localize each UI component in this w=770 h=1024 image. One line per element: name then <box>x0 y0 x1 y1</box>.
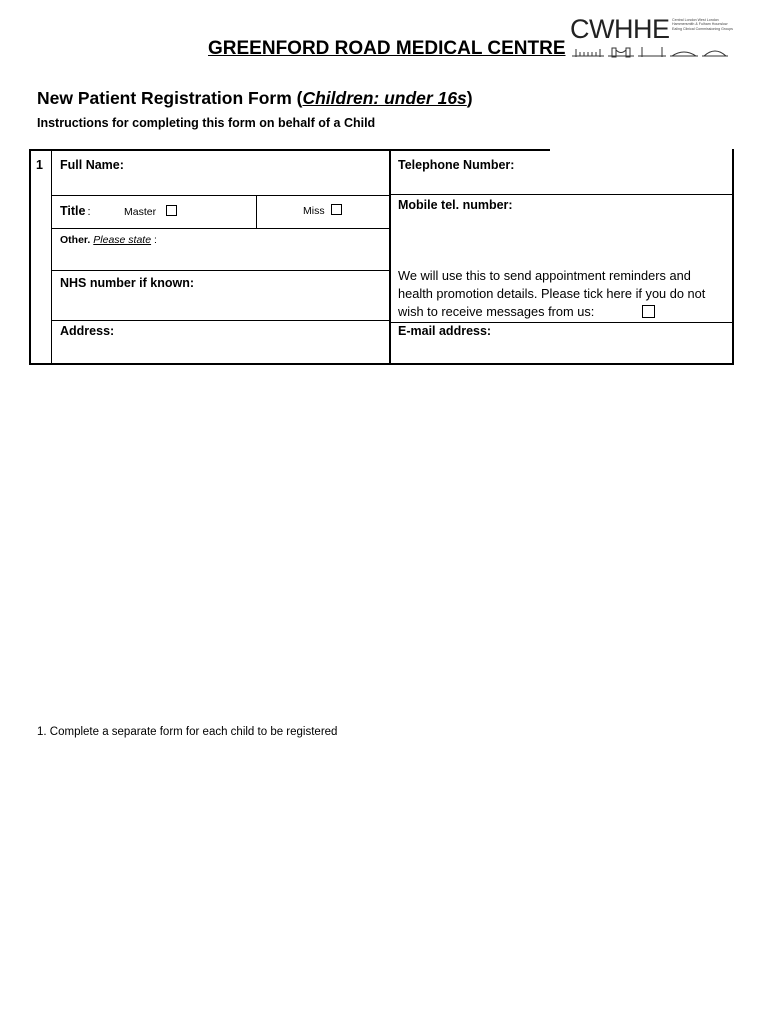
other-row-divider <box>52 270 390 271</box>
opt-out-checkbox[interactable] <box>642 305 655 318</box>
please-state-text: Please state <box>93 234 152 246</box>
centre-name: GREENFORD ROAD MEDICAL CENTRE <box>208 38 566 59</box>
table-border-top <box>29 149 550 151</box>
title-label-colon: : <box>87 206 91 218</box>
number-column-divider <box>51 149 52 365</box>
name-row-divider <box>52 195 390 196</box>
form-title-prefix: New Patient Registration Form ( <box>37 88 303 108</box>
master-label: Master <box>124 206 157 218</box>
logo-small-text: Central London West London Hammersmith & Fulham Hounslow Ealing Clinical Commissioning Groups <box>672 18 733 31</box>
form-title <box>37 88 473 109</box>
email-label: E-mail address: <box>398 324 492 338</box>
telephone-row-divider <box>390 194 734 195</box>
cwhhe-logo <box>570 14 735 62</box>
other-label <box>60 234 157 246</box>
email-row-divider <box>390 322 734 323</box>
other-label-text: Other. <box>60 234 91 246</box>
table-border-right <box>732 149 734 365</box>
address-label: Address: <box>60 324 115 338</box>
mobile-field[interactable] <box>392 215 730 263</box>
bridges-icon <box>570 44 730 60</box>
table-border-bottom <box>29 363 734 365</box>
form-instructions: Instructions for completing this form on behalf of a Child <box>37 116 376 130</box>
miss-label: Miss <box>303 205 325 217</box>
other-label-colon: : <box>153 234 157 246</box>
master-checkbox[interactable] <box>166 205 177 216</box>
title-label-text: Title <box>60 204 86 218</box>
footnote: 1. Complete a separate form for each child to be registered <box>37 726 338 738</box>
nhs-label: NHS number if known: <box>60 276 195 290</box>
email-field[interactable] <box>392 341 730 361</box>
nhs-row-divider <box>52 320 390 321</box>
form-title-suffix: ) <box>466 88 473 108</box>
mobile-label: Mobile tel. number: <box>398 198 513 212</box>
section-number: 1 <box>36 158 43 172</box>
table-border-left <box>29 149 31 365</box>
title-inner-divider <box>256 195 257 229</box>
logo-text: CWHHE <box>570 14 670 44</box>
full-name-field[interactable] <box>53 175 388 194</box>
other-title-field[interactable] <box>53 250 388 268</box>
reminder-text: We will use this to send appointment reminders and health promotion details. Please tick here if you do not wish to receive messages from us: <box>398 268 706 319</box>
telephone-label: Telephone Number: <box>398 158 515 172</box>
address-field[interactable] <box>53 341 388 361</box>
column-divider <box>389 149 391 365</box>
title-label <box>60 204 91 218</box>
nhs-number-field[interactable] <box>53 294 388 318</box>
title-row-divider <box>52 228 390 229</box>
form-title-emphasis: Children: under 16s <box>302 88 467 108</box>
telephone-field[interactable] <box>392 175 730 193</box>
miss-checkbox[interactable] <box>331 204 342 215</box>
full-name-label: Full Name: <box>60 158 124 172</box>
